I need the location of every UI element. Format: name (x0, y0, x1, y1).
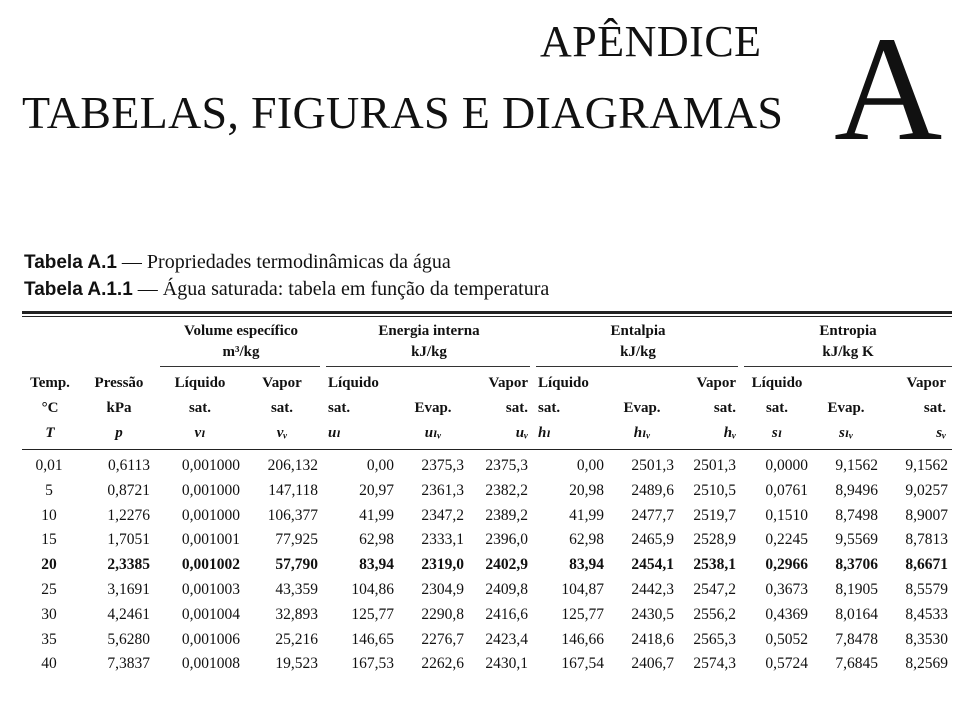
table-cell: 2276,7 (421, 630, 464, 648)
table-cell: 9,0257 (905, 481, 948, 499)
table-cell: 2389,2 (485, 506, 528, 524)
table-cell: 40 (41, 655, 57, 673)
table-cell: 8,7813 (905, 531, 948, 549)
column-header-ulv (402, 371, 464, 446)
table-cell: 0,3673 (765, 581, 808, 598)
table-cell: 2430,1 (485, 655, 528, 673)
table-cell: 2262,6 (421, 655, 464, 673)
table-cell: 77,925 (275, 531, 318, 549)
table-cell: 25 (41, 581, 57, 598)
column-header-line: sat. (538, 400, 561, 416)
table-cell: 9,5569 (835, 531, 878, 549)
group-underline-energia (326, 366, 530, 367)
table-cell: 2416,6 (485, 605, 528, 623)
table-cell: 2319,0 (421, 556, 464, 574)
table-cell: 0,4369 (765, 605, 808, 623)
table-cell: 43,359 (275, 581, 318, 598)
table-cell: 41,99 (359, 506, 394, 524)
appendix-heading: APÊNDICE (540, 17, 762, 66)
table-cell: 206,132 (267, 457, 318, 474)
table-cell: 2477,7 (631, 506, 674, 524)
table-cell: 0,001001 (181, 531, 240, 549)
column-header-vl (160, 371, 240, 446)
group-label: Volume específico (183, 323, 298, 339)
table-cell: 2406,7 (631, 655, 674, 673)
column-header-line: Vapor (488, 375, 528, 391)
table-cell: 2,3385 (107, 556, 150, 574)
group-underline-entalpia (536, 366, 738, 367)
table-cell: 9,1562 (835, 457, 878, 474)
table-top-rule (22, 311, 952, 314)
group-unit: m³/kg (222, 344, 260, 360)
table-cell: 2361,3 (421, 481, 464, 499)
table-cell: 7,8478 (835, 630, 878, 648)
table-cell: 0,00 (576, 457, 604, 474)
table-cell: 2501,3 (631, 457, 674, 474)
appendix-title: TABELAS, FIGURAS E DIAGRAMAS (22, 87, 784, 138)
table-cell: 8,2569 (905, 655, 948, 673)
column-header-hlv (610, 371, 674, 446)
table-cell: 8,5579 (905, 581, 948, 598)
table-cell: 5,6280 (107, 630, 150, 648)
table-cell: 2418,6 (631, 630, 674, 648)
header-bottom-rule (22, 449, 952, 450)
table-row (22, 454, 952, 478)
column-header-line: sat. (188, 400, 212, 416)
table-cell: 30 (41, 605, 57, 623)
column-header-line: Pressão (94, 375, 144, 391)
column-header-line: Temp. (30, 375, 70, 391)
table-cell: 0,2966 (765, 556, 808, 574)
table-cell: 0,001004 (181, 605, 240, 623)
table-cell: 1,7051 (107, 531, 150, 549)
table-caption-sub (24, 279, 549, 299)
table-top-rule-inner (22, 316, 952, 317)
table-cell: 2556,2 (693, 605, 736, 623)
table-cell: 15 (41, 531, 57, 549)
column-symbol: uₗ (328, 425, 341, 441)
column-header-sv (880, 371, 946, 446)
table-cell: 8,1905 (835, 581, 878, 598)
table-cell: 5 (45, 481, 53, 499)
column-symbol: T (45, 425, 55, 441)
table-row (22, 578, 952, 602)
table-cell: 167,53 (351, 655, 394, 673)
table-cell: 3,1691 (107, 581, 150, 598)
column-header-line: sat. (713, 400, 736, 416)
table-cell: 2409,8 (485, 581, 528, 598)
column-header-hl (538, 371, 606, 446)
table-row (22, 479, 952, 503)
table-cell: 19,523 (275, 655, 318, 673)
table-cell: 0,001000 (181, 506, 240, 524)
group-underline-volume (160, 366, 320, 367)
table-cell: 4,2461 (107, 605, 150, 623)
table-cell: 2465,9 (631, 531, 674, 549)
group-header-entalpia (536, 321, 740, 363)
table-cell: 9,1562 (905, 457, 948, 474)
column-header-line: Líquido (328, 375, 379, 391)
table-cell: 8,0164 (835, 605, 878, 623)
table-cell: 8,7498 (835, 506, 878, 524)
table-cell: 146,65 (351, 630, 394, 648)
table-caption-main (24, 252, 451, 272)
column-symbol: p (115, 425, 123, 441)
column-header-line: Líquido (538, 375, 589, 391)
column-symbol: hₗ (538, 425, 551, 441)
table-cell: 0,001003 (181, 581, 240, 598)
table-cell: 62,98 (569, 531, 604, 549)
table-cell: 0,2245 (765, 531, 808, 549)
table-cell: 0,001002 (181, 556, 240, 574)
table-cell: 62,98 (359, 531, 394, 549)
column-symbol: uᵥ (515, 425, 528, 441)
table-cell: 32,893 (275, 605, 318, 623)
table-cell: 2547,2 (693, 581, 736, 598)
table-cell: 2430,5 (631, 605, 674, 623)
group-unit: kJ/kg (620, 344, 656, 360)
column-symbol: sᵥ (936, 425, 946, 441)
group-underline-entropia (744, 366, 952, 367)
table-cell: 2565,3 (693, 630, 736, 648)
column-header-line: sat. (328, 400, 351, 416)
table-cell: 25,216 (275, 630, 318, 648)
table-cell: 2333,1 (421, 531, 464, 549)
table-row (22, 628, 952, 652)
table-cell: 146,66 (561, 630, 604, 648)
table-cell: 2454,1 (631, 556, 674, 574)
table-cell: 2538,1 (693, 556, 736, 574)
column-header-hv (676, 371, 736, 446)
column-header-pressure (86, 371, 152, 446)
column-header-line: Vapor (906, 375, 946, 391)
caption-code: Tabela A.1 (24, 252, 117, 273)
table-cell: 106,377 (267, 506, 318, 524)
column-header-line: sat. (923, 400, 946, 416)
table-cell: 0,001000 (181, 481, 240, 499)
table-row (22, 553, 952, 577)
table-cell: 2519,7 (693, 506, 736, 524)
caption-code: Tabela A.1.1 (24, 279, 133, 300)
table-cell: 83,94 (569, 556, 604, 574)
column-header-line: sat. (765, 400, 789, 416)
column-header-line: sat. (505, 400, 528, 416)
column-header-slv (814, 371, 878, 446)
table-cell: 0,6113 (107, 457, 150, 474)
group-label: Entropia (819, 323, 877, 339)
column-header-line: Evap. (414, 400, 452, 416)
table-cell: 2574,3 (693, 655, 736, 673)
column-header-line (814, 371, 878, 396)
table-cell: 1,2276 (107, 506, 150, 524)
caption-text: — Propriedades termodinâmicas da água (116, 251, 451, 273)
column-header-ul (328, 371, 396, 446)
group-label: Entalpia (610, 323, 666, 339)
column-symbol: uₗᵥ (424, 425, 442, 441)
table-cell: 57,790 (275, 556, 318, 574)
table-cell: 2510,5 (693, 481, 736, 499)
group-header-volume (160, 321, 322, 363)
table-cell: 7,6845 (835, 655, 878, 673)
column-header-sl (742, 371, 812, 446)
column-header-line (610, 371, 674, 396)
table-cell: 2382,2 (485, 481, 528, 499)
group-unit: kJ/kg K (822, 344, 874, 360)
column-header-line: Vapor (696, 375, 736, 391)
table-cell: 41,99 (569, 506, 604, 524)
table-cell: 0,5724 (765, 655, 808, 673)
column-header-line: °C (41, 400, 59, 416)
table-cell: 8,9496 (835, 481, 878, 499)
table-cell: 2375,3 (421, 457, 464, 474)
column-symbol: vᵥ (276, 425, 288, 441)
table-cell: 2304,9 (421, 581, 464, 598)
table-cell: 10 (41, 506, 57, 524)
table-cell: 7,3837 (107, 655, 150, 673)
column-header-line (402, 371, 464, 396)
table-cell: 125,77 (351, 605, 394, 623)
column-symbol: sₗ (771, 425, 783, 441)
table-cell: 104,86 (351, 581, 394, 598)
table-cell: 20,97 (359, 481, 394, 499)
column-symbol: vₗ (194, 425, 206, 441)
table-row (22, 504, 952, 528)
table-cell: 2375,3 (485, 457, 528, 474)
table-row (22, 652, 952, 676)
appendix-letter: A (834, 6, 943, 172)
column-header-line: Vapor (262, 375, 302, 391)
column-header-line: kPa (106, 400, 132, 416)
table-cell: 83,94 (359, 556, 394, 574)
table-cell: 2501,3 (693, 457, 736, 474)
table-cell: 0,00 (366, 457, 394, 474)
caption-text: — Água saturada: tabela em função da temperatura (132, 278, 550, 300)
table-cell: 2423,4 (485, 630, 528, 648)
column-header-line: Líquido (751, 375, 803, 391)
table-cell: 8,3530 (905, 630, 948, 648)
column-header-temperature (20, 371, 80, 446)
table-cell: 20,98 (569, 481, 604, 499)
table-cell: 167,54 (561, 655, 604, 673)
column-symbol: hₗᵥ (633, 425, 651, 441)
table-cell: 8,6671 (905, 556, 948, 574)
table-cell: 20 (41, 556, 57, 574)
column-header-line: Evap. (623, 400, 661, 416)
table-cell: 2402,9 (485, 556, 528, 574)
table-cell: 104,87 (561, 581, 604, 598)
table-cell: 0,1510 (765, 506, 808, 524)
table-row (22, 603, 952, 627)
table-cell: 147,118 (268, 481, 318, 499)
table-cell: 8,4533 (905, 605, 948, 623)
table-cell: 8,9007 (905, 506, 948, 524)
table-cell: 0,0000 (765, 457, 808, 474)
column-header-line: sat. (270, 400, 294, 416)
column-header-uv (466, 371, 528, 446)
column-symbol: sₗᵥ (838, 425, 854, 441)
table-cell: 0,5052 (765, 630, 808, 648)
table-cell: 0,001008 (181, 655, 240, 673)
table-cell: 2442,3 (631, 581, 674, 598)
table-cell: 0,0761 (765, 481, 808, 499)
table-cell: 2347,2 (421, 506, 464, 524)
table-cell: 8,3706 (835, 556, 878, 574)
column-header-vv (244, 371, 320, 446)
group-header-energia (326, 321, 532, 363)
table-cell: 2396,0 (485, 531, 528, 549)
table-cell: 0,01 (35, 457, 63, 474)
group-label: Energia interna (378, 323, 480, 339)
table-row (22, 528, 952, 552)
column-symbol: hᵥ (723, 425, 736, 441)
table-cell: 0,8721 (107, 481, 150, 499)
table-cell: 2489,6 (631, 481, 674, 499)
table-cell: 125,77 (561, 605, 604, 623)
column-header-line: Evap. (827, 400, 865, 416)
table-cell: 2528,9 (693, 531, 736, 549)
table-cell: 2290,8 (421, 605, 464, 623)
table-cell: 0,001006 (181, 630, 240, 648)
table-cell: 35 (41, 630, 57, 648)
group-header-entropia (744, 321, 952, 363)
group-unit: kJ/kg (411, 344, 447, 360)
table-cell: 0,001000 (181, 457, 240, 474)
column-header-line: Líquido (174, 375, 226, 391)
